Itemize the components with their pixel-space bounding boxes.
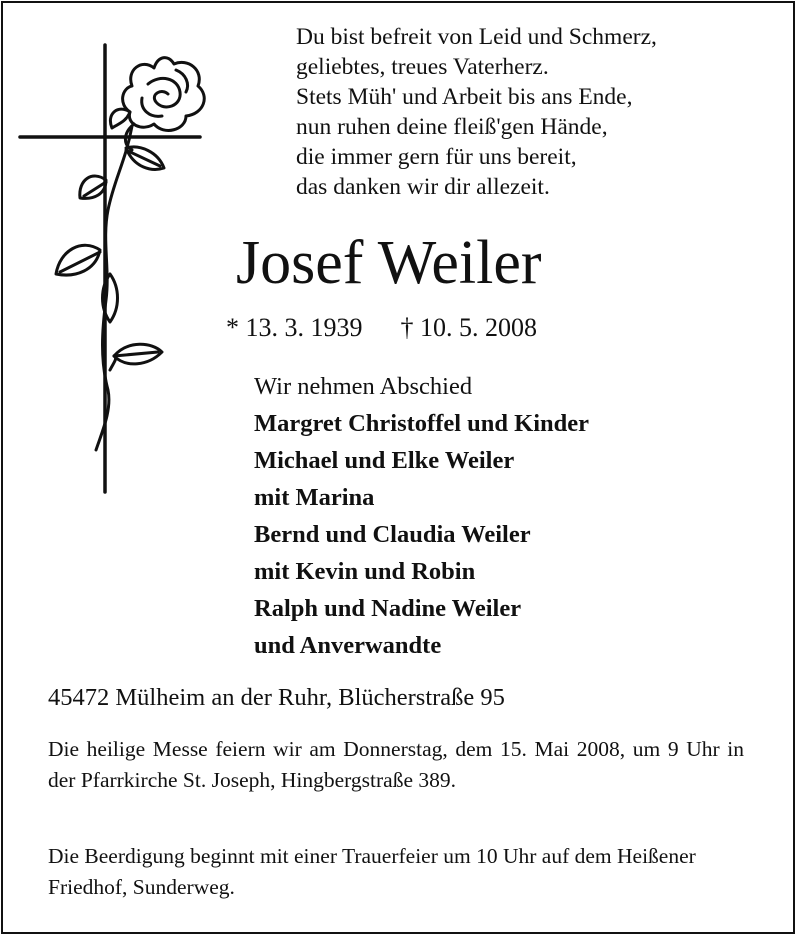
poem-line: das danken wir dir allezeit. — [296, 174, 550, 200]
poem-line: Du bist befreit von Leid und Schmerz, — [296, 24, 657, 50]
mourner-line: und Anverwandte — [254, 632, 442, 659]
poem — [296, 22, 657, 202]
burial-notice: Die Beerdigung beginnt mit einer Trauerfeier um 10 Uhr auf dem Heißener Friedhof, Sunderweg. — [48, 844, 696, 899]
mass-notice: Die heilige Messe feiern wir am Donnerstag, dem 15. Mai 2008, um 9 Uhr in der Pfarrkirche St. Joseph, Hingbergstraße 389. — [48, 737, 744, 792]
poem-line: nun ruhen deine fleiß'gen Hände, — [296, 114, 608, 140]
mourners-intro: Wir nehmen Abschied — [254, 373, 473, 400]
mourner-line: Ralph und Nadine Weiler — [254, 595, 522, 622]
mourner-line: mit Kevin und Robin — [254, 558, 476, 585]
mourners-block — [254, 368, 589, 664]
poem-line: geliebtes, treues Vaterherz. — [296, 54, 549, 80]
cross-with-rose-icon — [14, 40, 214, 500]
death-date: † 10. 5. 2008 — [400, 313, 537, 342]
address: 45472 Mülheim an der Ruhr, Blücherstraße 95 — [48, 684, 505, 711]
poem-line: die immer gern für uns bereit, — [296, 144, 577, 170]
life-dates — [226, 312, 537, 344]
mourner-line: Margret Christoffel und Kinder — [254, 410, 590, 437]
birth-date: * 13. 3. 1939 — [226, 313, 363, 342]
mourner-line: Bernd und Claudia Weiler — [254, 521, 531, 548]
mourner-line: Michael und Elke Weiler — [254, 447, 515, 474]
deceased-name: Josef Weiler — [236, 229, 542, 297]
poem-line: Stets Müh' und Arbeit bis ans Ende, — [296, 84, 633, 110]
mourner-line: mit Marina — [254, 484, 375, 511]
